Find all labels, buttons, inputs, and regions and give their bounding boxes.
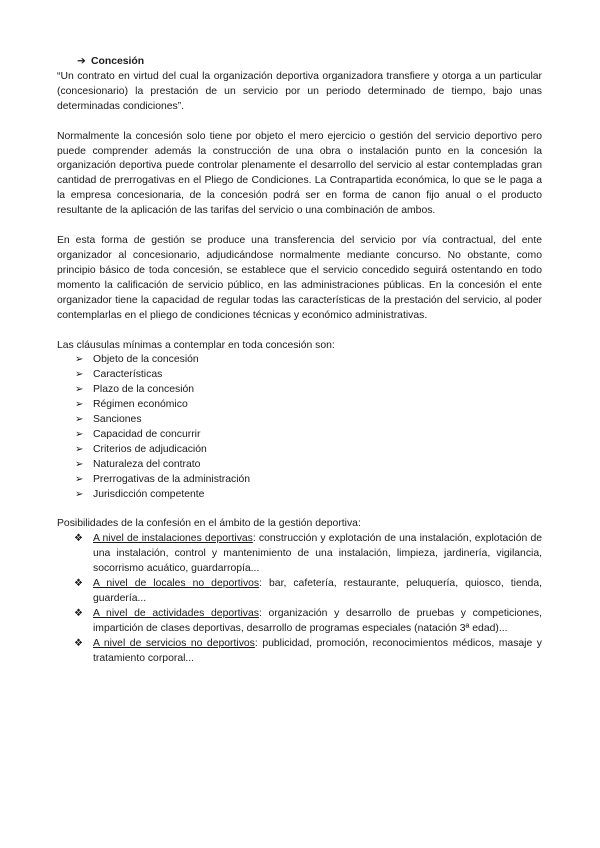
section-heading — [77, 55, 542, 70]
diamond-bullet-icon: ❖ — [74, 533, 83, 545]
clauses-list — [57, 353, 542, 502]
list-item: ➢ Jurisdicción competente — [57, 488, 542, 503]
paragraph-transfer: En esta forma de gestión se produce una transferencia del servicio por vía contractual, del ente organizador al concesionario, adjudicándose normalmente mediante concurso. No obstante, como principio básico de toda concesión, se establece que el servicio concedido seguirá ostentando en todo momento la calificación de servicio público, en las administraciones públicas. En la concesión el ente organizador tiene la capacidad de regular todas las características de la prestación del servicio, al poder contemplarlas en el pliego de condiciones técnicas y económico administrativas. — [57, 235, 542, 321]
diamond-bullet-icon: ❖ — [74, 637, 83, 649]
list-item: ➢ Objeto de la concesión — [57, 353, 542, 368]
list-item: ➢ Régimen económico — [57, 398, 542, 413]
arrowhead-bullet-icon: ➢ — [75, 488, 84, 500]
paragraph-concession-object: Normalmente la concesión solo tiene por objeto el mero ejercicio o gestión del servicio deportivo pero puede comprender además la construcción de una obra o instalación punto en la concesión la organización deportiva puede controlar plenamente el desarrollo del servicio al estar contempladas gran cantidad de prerrogativas en el Pliego de Condiciones. La Contrapartida económica, lo que se le paga a la empresa concesionaria, de la concesión podrá ser en forma de canon fijo anual o el producto resultante de la aplicación de las tarifas del servicio o una combinación de ambos. — [57, 130, 542, 217]
possibilities-list — [57, 532, 542, 666]
arrowhead-bullet-icon: ➢ — [75, 399, 84, 411]
list-item: ❖ A nivel de instalaciones deportivas: construcción y explotación de una instalación, explotación de una instalación, control y mantenimiento de una instalación, limpieza, jardinería, vigilancia, socorrismo acuático, guardarropía... — [74, 533, 543, 575]
arrowhead-bullet-icon: ➢ — [75, 443, 84, 455]
list-item: ➢ Criterios de adjudicación — [57, 443, 542, 458]
list-item: ❖ A nivel de locales no deportivos: bar, cafetería, restaurante, peluquería, quiosco, tienda, guardería... — [74, 578, 542, 604]
section-title: Concesión — [91, 56, 145, 67]
list-item: ❖ A nivel de actividades deportivas: organización y desarrollo de pruebas y competiciones, impartición de clases deportivas, desarrollo de programas especiales (natación 3ª edad)... — [74, 607, 542, 634]
item-label: A nivel de actividades deportivas — [93, 607, 259, 619]
list-item: ❖ A nivel de servicios no deportivos: publicidad, promoción, reconocimientos médicos, masaje y tratamiento corporal... — [74, 637, 542, 664]
document-page — [57, 55, 542, 667]
clauses-intro: Las cláusulas mínimas a contemplar en toda concesión son: — [57, 339, 335, 351]
diamond-bullet-icon: ❖ — [74, 578, 83, 590]
item-label: A nivel de instalaciones deportivas — [93, 533, 253, 545]
list-item: ➢ Capacidad de concurrir — [57, 428, 542, 443]
right-arrow-icon: ➔ — [77, 56, 86, 67]
list-item: ➢ Características — [57, 368, 542, 383]
list-item: ➢ Plazo de la concesión — [57, 383, 542, 398]
possibilities-intro: Posibilidades de la confesión en el ámbito de la gestión deportiva: — [57, 518, 361, 530]
item-label: A nivel de locales no deportivos — [93, 578, 260, 590]
item-label: A nivel de servicios no deportivos — [93, 637, 255, 649]
arrowhead-bullet-icon: ➢ — [75, 458, 84, 470]
diamond-bullet-icon: ❖ — [74, 607, 83, 619]
arrowhead-bullet-icon: ➢ — [75, 414, 84, 426]
arrowhead-bullet-icon: ➢ — [75, 384, 84, 396]
list-item: ➢ Sanciones — [57, 413, 542, 428]
arrowhead-bullet-icon: ➢ — [75, 473, 84, 485]
list-item: ➢ Prerrogativas de la administración — [57, 473, 542, 488]
arrowhead-bullet-icon: ➢ — [75, 354, 84, 366]
list-item: ➢ Naturaleza del contrato — [57, 458, 542, 473]
arrowhead-bullet-icon: ➢ — [75, 428, 84, 440]
arrowhead-bullet-icon: ➢ — [75, 369, 84, 381]
definition-quote: “Un contrato en virtud del cual la organización deportiva organizadora transfiere y otorga a un particular (concesionario) la prestación de un servicio por un periodo determinado de tiempo, bajo unas determinadas condiciones”. — [57, 70, 542, 112]
